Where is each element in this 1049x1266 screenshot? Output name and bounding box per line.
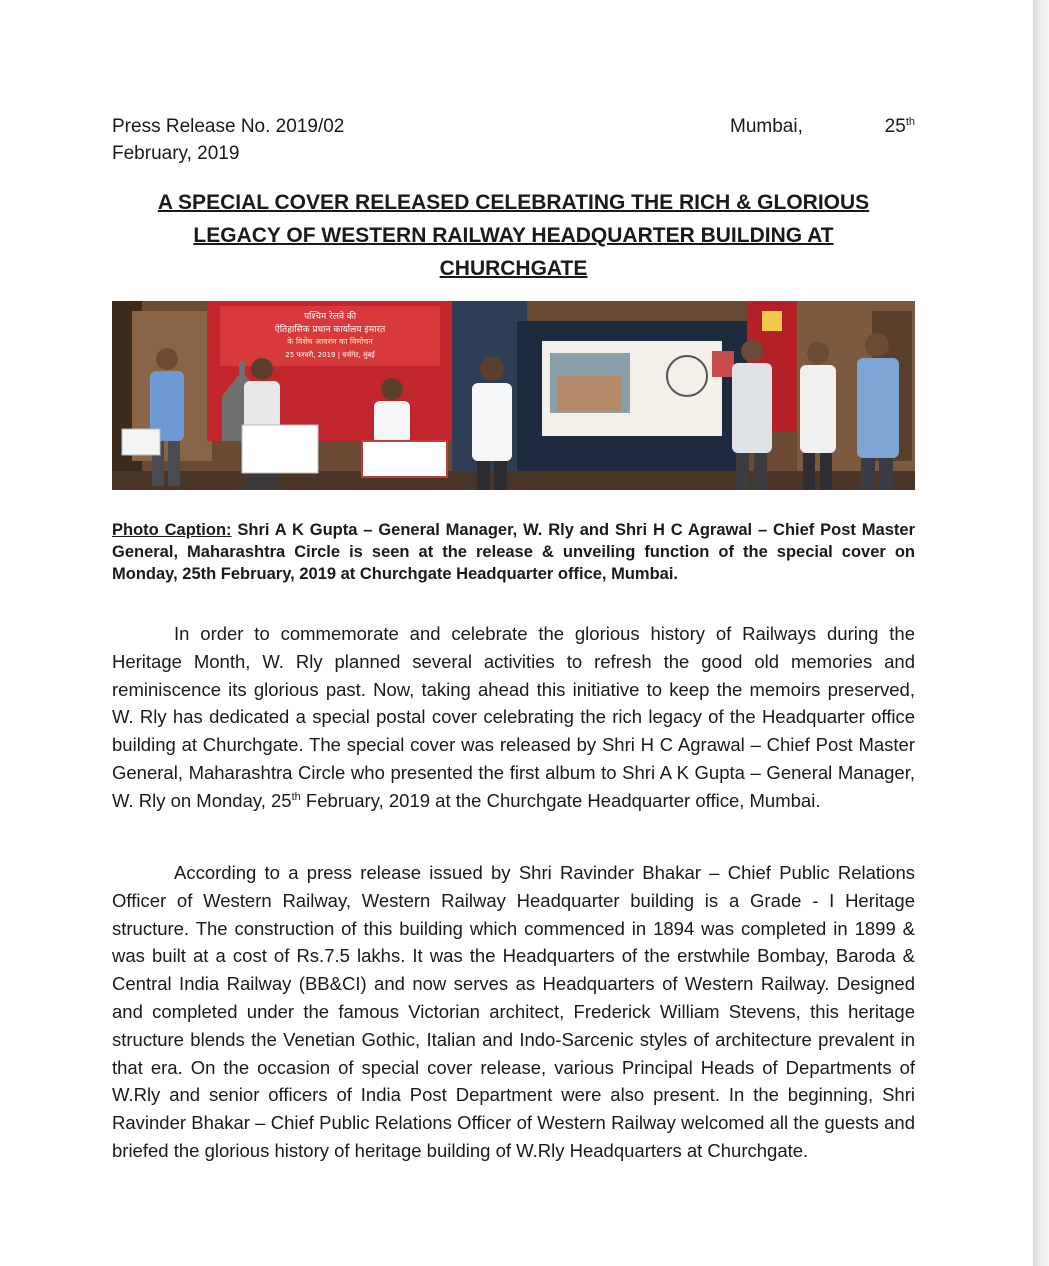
- body-paragraph-2: According to a press release issued by Shri Ravinder Bhakar – Chief Public Relations Officer of Western Railway, Western Railway Headquarter building is a Grade - I Heritage structure. The construction of this building which commenced in 1894 was completed in 1899 & was built at a cost of Rs.7.5 lakhs. It was the Headquarters of the erstwhile Bombay, Baroda & Central India Railway (BB&CI) and now serves as Headquarters of Western Railway. Designed and completed under the famous Victorian architect, Frederick William Stevens, this heritage structure blends the Venetian Gothic, Italian and Indo-Sarcenic styles of architecture prevalent in that era. On the occasion of special cover release, various Principal Heads of Departments of W.Rly and senior officers of India Post Department were also present. In the beginning, Shri Ravinder Bhakar – Chief Public Relations Officer of Western Railway welcomed all the guests and briefed the glorious history of heritage building of W.Rly Headquarters at Churchgate.: [112, 862, 915, 1161]
- photo-caption-text: Shri A K Gupta – General Manager, W. Rly and Shri H C Agrawal – Chief Post Master General, Maharashtra Circle is seen at the release & unveiling function of the special cover on Monday, 25th February, 2019 at Churchgate Headquarter office, Mumbai.: [112, 521, 915, 583]
- page-title: [112, 186, 915, 285]
- release-month-year: February, 2019: [112, 143, 240, 164]
- title-line-2: LEGACY OF WESTERN RAILWAY HEADQUARTER BUILDING AT: [193, 224, 834, 247]
- page-edge-shadow: [1033, 0, 1049, 1266]
- title-line-3: CHURCHGATE: [439, 257, 588, 280]
- banner-text-3: के विशेष आवरण का विमोचन: [287, 337, 373, 346]
- event-photo: [112, 301, 915, 490]
- press-release-header: [112, 116, 915, 140]
- body-paragraph-1: In order to commemorate and celebrate the glorious history of Railways during the Heritage Month, W. Rly planned several activities to refresh the good old memories and reminiscence its glorious past. Now, taking ahead this initiative to keep the memoirs preserved, W. Rly has dedicated a special postal cover celebrating the rich legacy of the Headquarter office building at Churchgate. The special cover was released by Shri H C Agrawal – Chief Post Master General, Maharashtra Circle who presented the first album to Shri A K Gupta – General Manager, W. Rly on Monday, 25th February, 2019 at the Churchgate Headquarter office, Mumbai.: [112, 623, 915, 811]
- banner-text-2: ऐतिहासिक प्रधान कार्यालय इमारत: [274, 325, 386, 335]
- banner-text-4: 25 फरवरी, 2019 | चर्चगेट, मुंबई: [285, 351, 375, 359]
- release-city: Mumbai,: [730, 116, 803, 137]
- release-day: 25th: [884, 116, 915, 137]
- photo-caption: [112, 519, 915, 585]
- press-release-number: Press Release No. 2019/02: [112, 116, 345, 137]
- photo-caption-label: Photo Caption:: [112, 521, 232, 539]
- banner-text-1: पश्चिम रेलवे की: [303, 312, 357, 322]
- title-line-1: A SPECIAL COVER RELEASED CELEBRATING THE RICH & GLORIOUS: [157, 191, 870, 214]
